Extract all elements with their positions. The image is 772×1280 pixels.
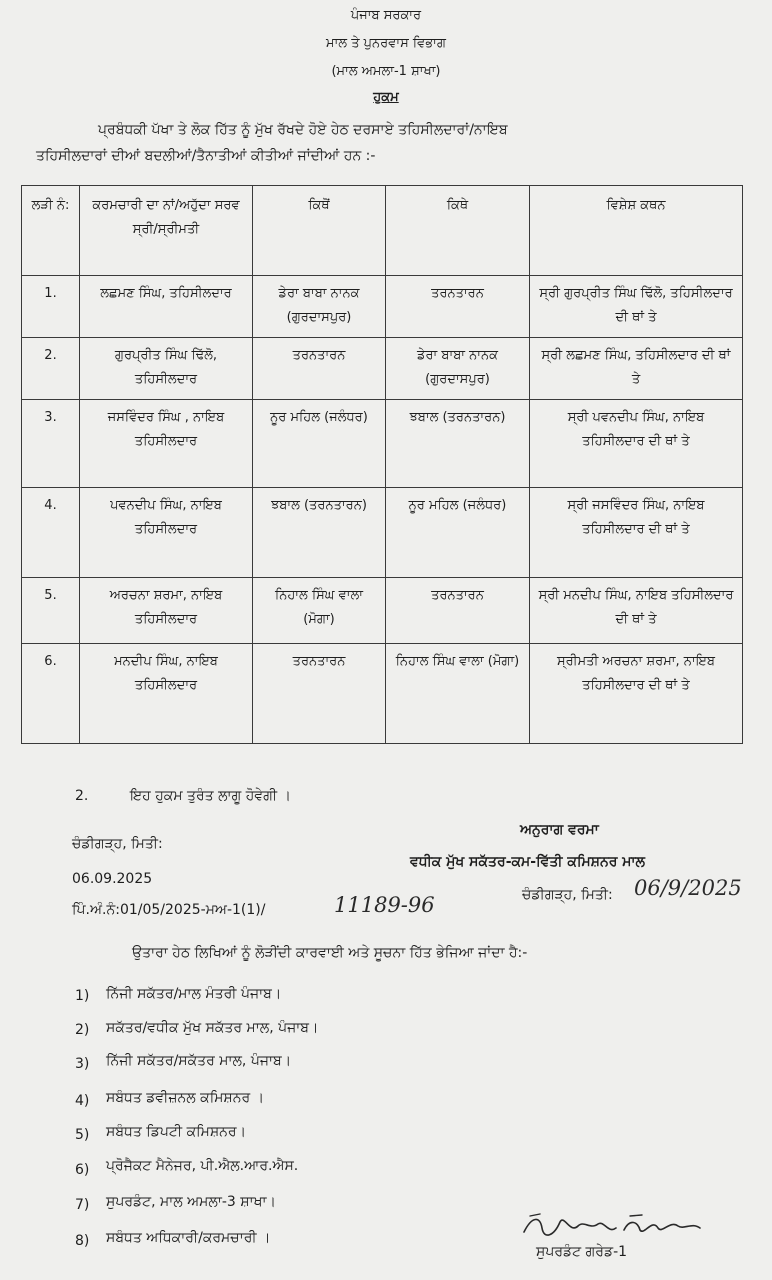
table-row [22,644,743,744]
row-remarks: ਸ੍ਰੀ ਜਸਵਿੰਦਰ ਸਿੰਘ, ਨਾਇਬ ਤਹਿਸੀਲਦਾਰ ਦੀ ਥਾਂ ਤੇ [530,488,743,578]
copy-item-number: 8) [75,1233,90,1249]
row-employee: ਜਸਵਿੰਦਰ ਸਿੰਘ , ਨਾਇਬ ਤਹਿਸੀਲਦਾਰ [80,400,253,488]
row-serial: 1. [22,276,80,338]
row-serial: 5. [22,578,80,644]
row-from: ਨੂਰ ਮਹਿਲ (ਜਲੰਧਰ) [253,400,386,488]
row-from: ਤਰਨਤਾਰਨ [253,338,386,400]
table-row [22,338,743,400]
row-to: ਡੇਰਾ ਬਾਬਾ ਨਾਨਕ (ਗੁਰਦਾਸਪੁਰ) [386,338,530,400]
copy-item-number: 4) [75,1093,90,1109]
row-employee: ਅਰਚਨਾ ਸ਼ਰਮਾ, ਨਾਇਬ ਤਹਿਸੀਲਦਾਰ [80,578,253,644]
intro-line-2: ਤਹਿਸੀਲਦਾਰਾਂ ਦੀਆਂ ਬਦਲੀਆਂ/ਤੈਨਾਤੀਆਂ ਕੀਤੀਆਂ ਜਾਂਦੀਆਂ ਹਨ :- [36,148,376,164]
copy-intro: ਉਤਾਰਾ ਹੇਠ ਲਿਖਿਆਂ ਨੂੰ ਲੋੜੀਂਦੀ ਕਾਰਵਾਈ ਅਤੇ ਸੂਚਨਾ ਹਿੱਤ ਭੇਜਿਆ ਜਾਂਦਾ ਹੈ:- [132,945,528,961]
table-row [22,400,743,488]
row-from: ਨਿਹਾਲ ਸਿੰਘ ਵਾਲਾ (ਮੋਗਾ) [253,578,386,644]
table-row [22,276,743,338]
copy-item-text: ਸਕੱਤਰ/ਵਧੀਕ ਮੁੱਖ ਸਕੱਤਰ ਮਾਲ, ਪੰਜਾਬ। [106,1020,319,1036]
row-serial: 3. [22,400,80,488]
issuer-place-date-label: ਚੰਡੀਗੜ੍ਹ, ਮਿਤੀ: [522,887,613,903]
header-from: ਕਿਥੋਂ [253,186,386,276]
branch-name: (ਮਾਲ ਅਮਲਾ-1 ਸ਼ਾਖਾ) [331,64,441,79]
copy-item-text: ਸਬੰਧਤ ਡਿਪਟੀ ਕਮਿਸ਼ਨਰ। [106,1124,247,1140]
endorsement-place-label: ਚੰਡੀਗੜ੍ਹ, ਮਿਤੀ: [72,836,163,852]
header-to: ਕਿਥੇ [386,186,530,276]
row-serial: 4. [22,488,80,578]
endorsement-date: 06.09.2025 [72,871,153,887]
row-remarks: ਸ੍ਰੀ ਲਛਮਣ ਸਿੰਘ, ਤਹਿਸੀਲਦਾਰ ਦੀ ਥਾਂ ਤੇ [530,338,743,400]
header-serial: ਲੜੀ ਨੰ: [22,186,80,276]
issuer-designation: ਵਧੀਕ ਮੁੱਖ ਸਕੱਤਰ-ਕਮ-ਵਿੱਤੀ ਕਮਿਸ਼ਨਰ ਮਾਲ [410,854,645,870]
row-remarks: ਸ੍ਰੀ ਗੁਰਪ੍ਰੀਤ ਸਿੰਘ ਢਿੱਲੋ, ਤਹਿਸੀਲਦਾਰ ਦੀ ਥਾਂ ਤੇ [530,276,743,338]
row-from: ਡੇਰਾ ਬਾਬਾ ਨਾਨਕ (ਗੁਰਦਾਸਪੁਰ) [253,276,386,338]
row-serial: 2. [22,338,80,400]
copy-item-text: ਸਬੰਧਤ ਅਧਿਕਾਰੀ/ਕਰਮਚਾਰੀ । [106,1230,271,1246]
govt-name: ਪੰਜਾਬ ਸਰਕਾਰ [350,8,422,23]
row-employee: ਮਨਦੀਪ ਸਿੰਘ, ਨਾਇਬ ਤਹਿਸੀਲਦਾਰ [80,644,253,744]
signature-mark [520,1208,710,1242]
intro-line-1: ਪ੍ਰਬੰਧਕੀ ਪੱਖਾ ਤੇ ਲੋਕ ਹਿੱਤ ਨੂੰ ਮੁੱਖ ਰੱਖਦੇ ਹੋਏ ਹੇਠ ਦਰਸਾਏ ਤਹਿਸੀਲਦਾਰਾਂ/ਨਾਇਬ [98,122,508,138]
copy-item-number: 2) [75,1022,90,1038]
order-point-text: ਇਹ ਹੁਕਮ ਤੁਰੰਤ ਲਾਗੂ ਹੋਵੇਗੀ । [130,788,291,804]
copy-item-number: 6) [75,1162,90,1178]
copy-item-number: 1) [75,988,90,1004]
copy-item-text: ਸਬੰਧਤ ਡਵੀਜ਼ਨਲ ਕਮਿਸ਼ਨਰ । [106,1090,265,1106]
header-employee: ਕਰਮਚਾਰੀ ਦਾ ਨਾਂ/ਅਹੁੱਦਾ ਸਰਵ ਸ੍ਰੀ/ਸ੍ਰੀਮਤੀ [80,186,253,276]
endorsement-handwritten-ref: 11189-96 [334,893,435,917]
row-to: ਤਰਨਤਾਰਨ [386,578,530,644]
order-point-number: 2. [75,788,89,804]
issuer-name: ਅਨੁਰਾਗ ਵਰਮਾ [520,822,599,838]
row-remarks: ਸ੍ਰੀ ਪਵਨਦੀਪ ਸਿੰਘ, ਨਾਇਬ ਤਹਿਸੀਲਦਾਰ ਦੀ ਥਾਂ ਤੇ [530,400,743,488]
table-row [22,488,743,578]
issuer-handwritten-date: 06/9/2025 [634,876,742,900]
row-employee: ਲਛਮਣ ਸਿੰਘ, ਤਹਿਸੀਲਦਾਰ [80,276,253,338]
copy-item-text: ਪ੍ਰੋਜੈਕਟ ਮੈਨੇਜਰ, ਪੀ.ਐਲ.ਆਰ.ਐਸ. [106,1158,299,1174]
table-header-row [22,186,743,276]
endorsement-reference: ਪਿੰ.ਅੰ.ਨੰ:01/05/2025-ਮਅ-1(1)/ [72,902,266,918]
row-to: ਝਬਾਲ (ਤਰਨਤਾਰਨ) [386,400,530,488]
row-employee: ਗੁਰਪ੍ਰੀਤ ਸਿੰਘ ਢਿੱਲੋ, ਤਹਿਸੀਲਦਾਰ [80,338,253,400]
transfer-table [21,185,743,744]
header-remarks: ਵਿਸ਼ੇਸ਼ ਕਥਨ [530,186,743,276]
row-from: ਝਬਾਲ (ਤਰਨਤਾਰਨ) [253,488,386,578]
row-employee: ਪਵਨਦੀਪ ਸਿੰਘ, ਨਾਇਬ ਤਹਿਸੀਲਦਾਰ [80,488,253,578]
copy-item-number: 3) [75,1056,90,1072]
row-to: ਤਰਨਤਾਰਨ [386,276,530,338]
copy-item-text: ਨਿੱਜੀ ਸਕੱਤਰ/ਮਾਲ ਮੰਤਰੀ ਪੰਜਾਬ। [106,986,282,1002]
signatory-designation: ਸੁਪਰਡੰਟ ਗਰੇਡ-1 [536,1244,628,1260]
copy-item-number: 7) [75,1197,90,1213]
department-name: ਮਾਲ ਤੇ ਪੁਨਰਵਾਸ ਵਿਭਾਗ [326,36,446,51]
table-row [22,578,743,644]
row-to: ਨੂਰ ਮਹਿਲ (ਜਲੰਧਰ) [386,488,530,578]
row-from: ਤਰਨਤਾਰਨ [253,644,386,744]
copy-item-number: 5) [75,1127,90,1143]
row-to: ਨਿਹਾਲ ਸਿੰਘ ਵਾਲਾ (ਮੋਗਾ) [386,644,530,744]
copy-item-text: ਨਿੱਜੀ ਸਕੱਤਰ/ਸਕੱਤਰ ਮਾਲ, ਪੰਜਾਬ। [106,1053,292,1069]
row-serial: 6. [22,644,80,744]
row-remarks: ਸ੍ਰੀਮਤੀ ਅਰਚਨਾ ਸ਼ਰਮਾ, ਨਾਇਬ ਤਹਿਸੀਲਦਾਰ ਦੀ ਥਾਂ ਤੇ [530,644,743,744]
copy-item-text: ਸੁਪਰਡੰਟ, ਮਾਲ ਅਮਲਾ-3 ਸ਼ਾਖਾ। [106,1194,276,1210]
row-remarks: ਸ੍ਰੀ ਮਨਦੀਪ ਸਿੰਘ, ਨਾਇਬ ਤਹਿਸੀਲਦਾਰ ਦੀ ਥਾਂ ਤੇ [530,578,743,644]
order-title: ਹੁਕਮ [373,90,399,105]
